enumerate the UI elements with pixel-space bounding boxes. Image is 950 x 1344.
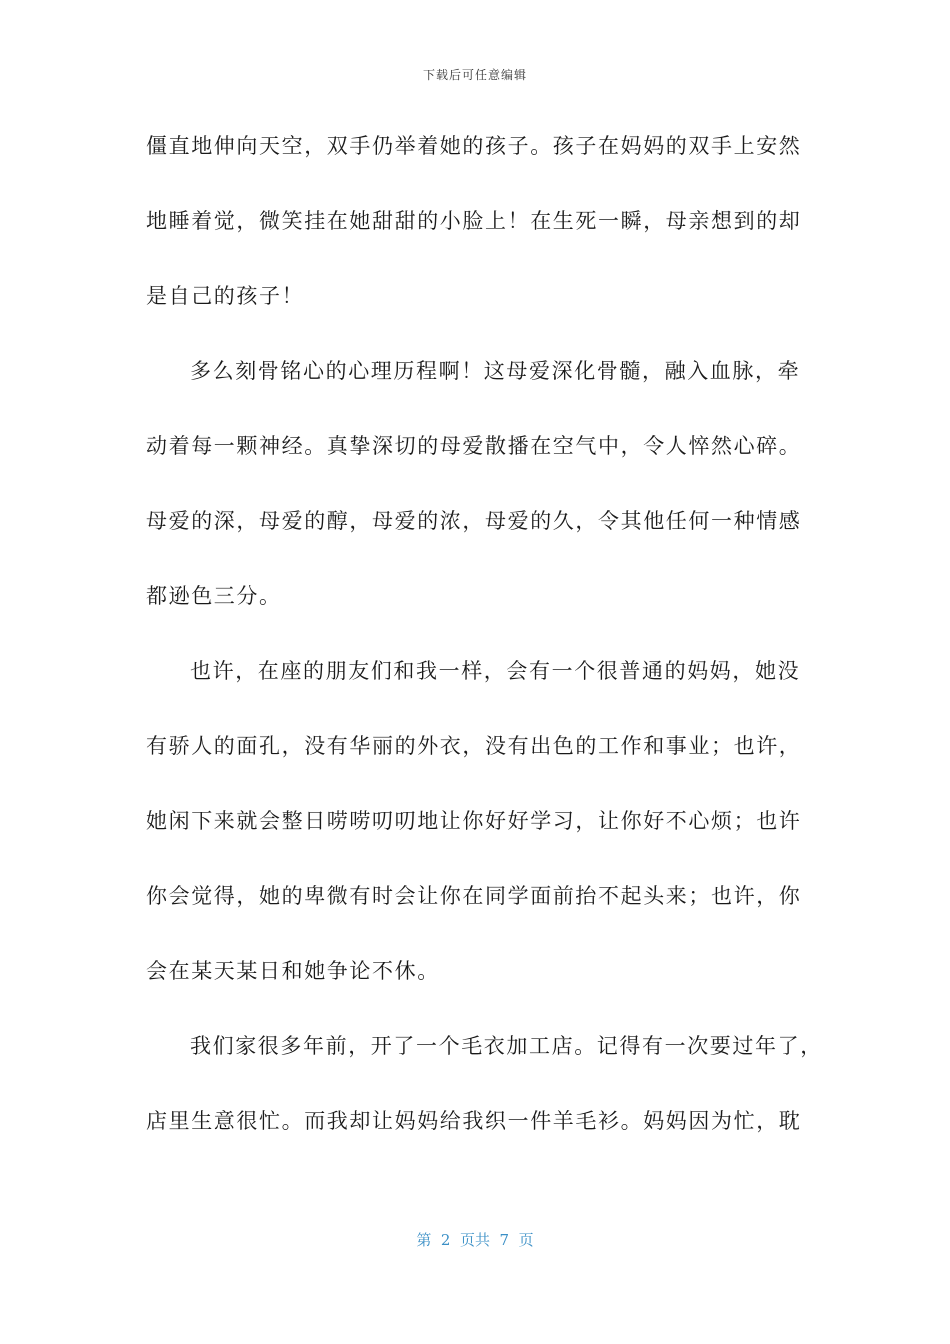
text-line: 是自己的孩子！ [146, 284, 305, 308]
page-number: 第 2 页共 7 页 [416, 1231, 534, 1249]
text-line: 会在某天某日和她争论不休。 [146, 959, 440, 983]
text-line: 母爱的深，母爱的醇，母爱的浓，母爱的久，令其他任何一种情感 [146, 509, 802, 533]
paragraph-first-line: 我们家很多年前，开了一个毛衣加工店。记得有一次要过年了， [190, 1034, 823, 1058]
paragraph-first-line: 多么刻骨铭心的心理历程啊！这母爱深化骨髓，融入血脉，牵 [190, 359, 801, 383]
text-line: 都逊色三分。 [146, 584, 282, 608]
text-line: 店里生意很忙。而我却让妈妈给我织一件羊毛衫。妈妈因为忙，耽 [146, 1109, 802, 1133]
text-line: 地睡着觉，微笑挂在她甜甜的小脸上！在生死一瞬，母亲想到的却 [146, 209, 802, 233]
text-line: 僵直地伸向天空，双手仍举着她的孩子。孩子在妈妈的双手上安然 [146, 134, 802, 158]
page-footer [0, 1229, 950, 1250]
text-line: 她闲下来就会整日唠唠叨叨地让你好好学习，让你好不心烦；也许 [146, 809, 802, 833]
text-line: 有骄人的面孔，没有华丽的外衣，没有出色的工作和事业；也许， [146, 734, 802, 758]
paragraph-first-line: 也许，在座的朋友们和我一样，会有一个很普通的妈妈，她没 [190, 659, 801, 683]
text-line: 你会觉得，她的卑微有时会让你在同学面前抬不起头来；也许，你 [146, 884, 802, 908]
document-body [146, 126, 823, 1176]
text-line: 动着每一颗神经。真挚深切的母爱散播在空气中，令人悴然心碎。 [146, 434, 802, 458]
page-header: 下载后可任意编辑 [422, 68, 527, 82]
